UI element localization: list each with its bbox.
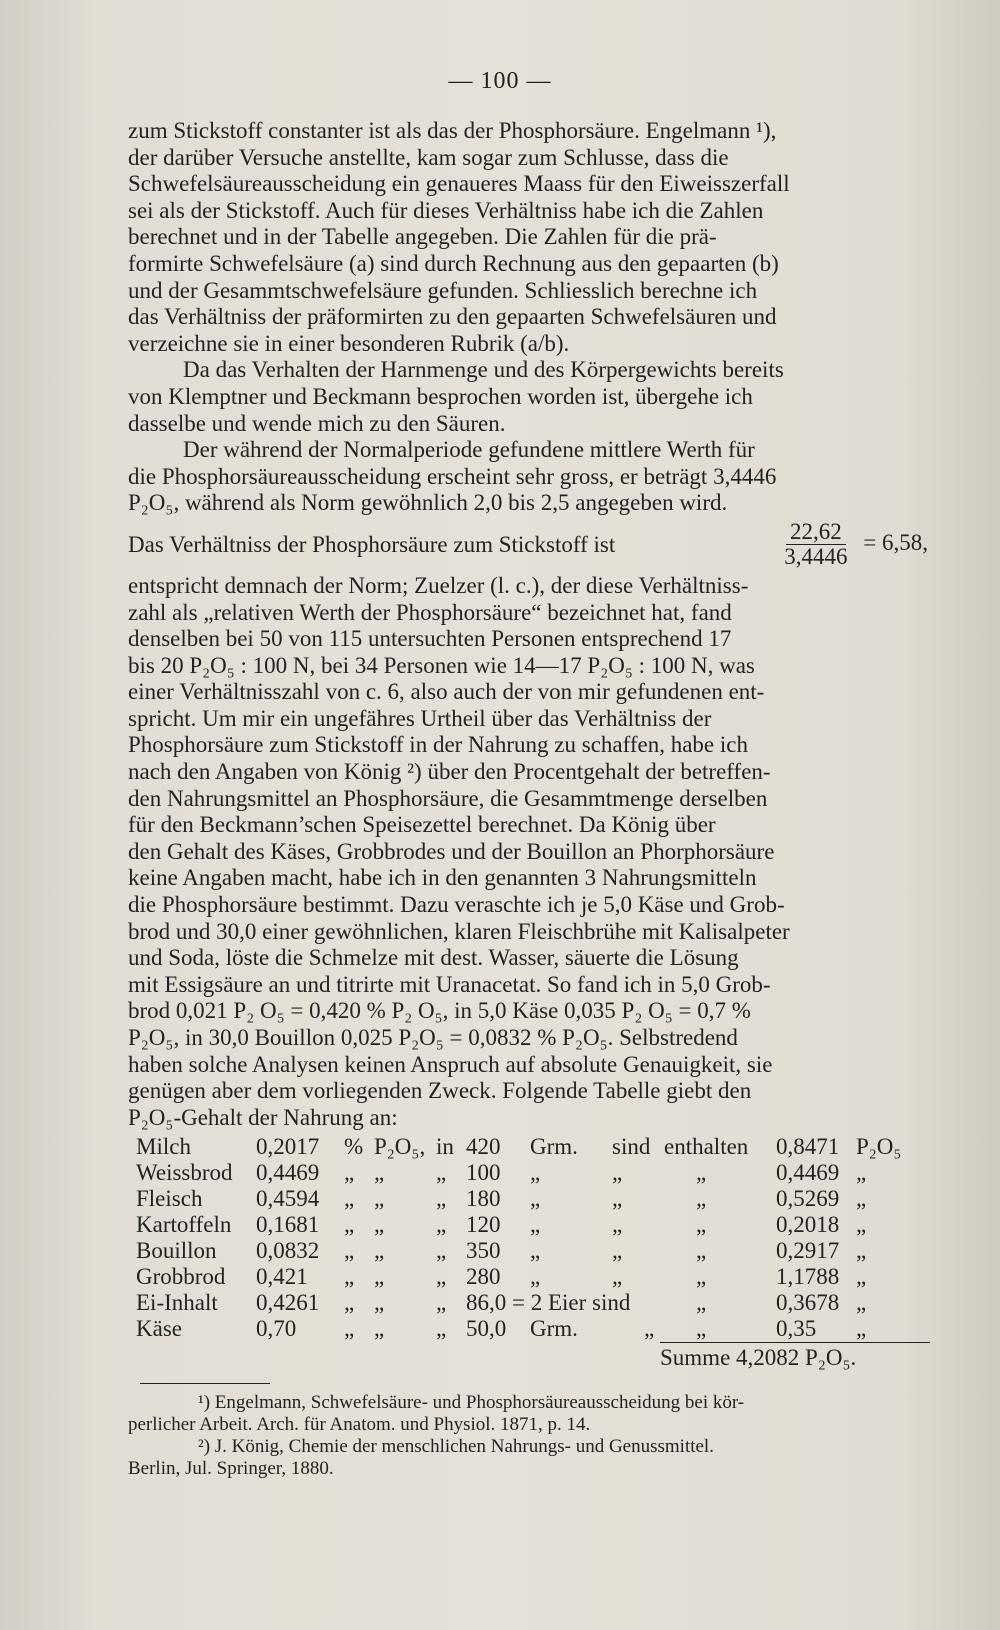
table-cell: „ <box>530 1264 541 1289</box>
table-cell: 0,3678 <box>776 1290 840 1315</box>
table-cell: 180 <box>466 1186 501 1211</box>
table-cell: „ <box>856 1316 867 1341</box>
table-cell: „ <box>436 1186 447 1211</box>
text-line: die Phosphorsäure bestimmt. Dazu veraschte ich je 5,0 Käse und Grob- <box>128 892 785 918</box>
table-row <box>136 1238 936 1264</box>
table-cell: P₂O₅ <box>856 1134 902 1159</box>
table-cell: „ <box>696 1264 707 1289</box>
table-cell: „ <box>374 1160 385 1185</box>
table-cell: „ <box>374 1264 385 1289</box>
text-line: P₂O₅, während als Norm gewöhnlich 2,0 bis 2,5 angegeben wird. <box>128 490 728 516</box>
table-cell: Bouillon <box>136 1238 217 1263</box>
table-cell: „ <box>856 1186 867 1211</box>
table-cell: „ <box>344 1212 355 1237</box>
table-cell: „ <box>344 1238 355 1263</box>
text-line: und der Gesammtschwefelsäure gefunden. Schliesslich berechne ich <box>128 277 758 303</box>
text-line: dasselbe und wende mich zu den Säuren. <box>128 410 506 436</box>
table-cell: 0,8471 <box>776 1134 840 1159</box>
text-line: den Gehalt des Käses, Grobbrodes und der Bouillon an Phorphorsäure <box>128 838 775 864</box>
text-line: für den Beckmann’schen Speisezettel berechnet. Da König über <box>128 812 716 838</box>
table-cell: Weissbrod <box>136 1160 233 1185</box>
text-line: einer Verhältnisszahl von c. 6, also auch der von mir gefundenen ent- <box>128 679 765 705</box>
table-cell: Grm. <box>530 1134 578 1159</box>
text-line: formirte Schwefelsäure (a) sind durch Rechnung aus den gepaarten (b) <box>128 250 779 276</box>
table-row <box>136 1134 936 1160</box>
table-cell: „ <box>856 1238 867 1263</box>
table-cell: 86,0 = 2 Eier sind <box>466 1290 631 1315</box>
text-line: haben solche Analysen keinen Anspruch auf absolute Genauigkeit, sie <box>128 1051 773 1077</box>
text-line: Da das Verhalten der Harnmenge und des Körpergewichts bereits <box>183 357 784 383</box>
footnotes <box>128 1392 928 1480</box>
footnote-line: ¹) Engelmann, Schwefelsäure- und Phosphorsäureausscheidung bei kör- <box>198 1392 745 1413</box>
text-line: Phosphorsäure zum Stickstoff in der Nahrung zu schaffen, habe ich <box>128 732 748 758</box>
table-cell: „ <box>344 1186 355 1211</box>
table-cell: Grobbrod <box>136 1264 226 1289</box>
footnote-line: perlicher Arbeit. Arch. für Anatom. und Physiol. 1871, p. 14. <box>128 1414 591 1435</box>
text-line: spricht. Um mir ein ungefähres Urtheil über das Verhältniss der <box>128 705 712 731</box>
table-cell: Grm. <box>530 1316 578 1341</box>
table-cell: Käse <box>136 1316 182 1341</box>
text-line: der darüber Versuche anstellte, kam sogar zum Schlusse, dass die <box>128 144 729 170</box>
table-cell: 420 <box>466 1134 501 1159</box>
text-line: brod und 30,0 einer gewöhnlichen, klaren Fleischbrühe mit Kalisalpeter <box>128 918 790 944</box>
table-row <box>136 1264 936 1290</box>
table-cell: 0,2917 <box>776 1238 840 1263</box>
footnote-line: Berlin, Jul. Springer, 1880. <box>128 1458 334 1479</box>
table-cell: „ <box>530 1160 541 1185</box>
table-cell: „ <box>856 1160 867 1185</box>
text-line: keine Angaben macht, habe ich in den genannten 3 Nahrungsmitteln <box>128 865 757 891</box>
text-line: und Soda, löste die Schmelze mit dest. Wasser, säuerte die Lösung <box>128 945 739 971</box>
table-row <box>136 1290 936 1316</box>
table-cell: Milch <box>136 1134 191 1159</box>
table-cell: P₂O₅, <box>374 1134 426 1159</box>
table-cell: 120 <box>466 1212 501 1237</box>
table-cell: 0,5269 <box>776 1186 840 1211</box>
table-cell: „ <box>644 1316 655 1341</box>
table-cell: Kartoffeln <box>136 1212 232 1237</box>
table-cell: „ <box>374 1186 385 1211</box>
table-cell: „ <box>436 1160 447 1185</box>
table-cell: 280 <box>466 1264 501 1289</box>
table-cell: „ <box>856 1212 867 1237</box>
table-cell: 0,2018 <box>776 1212 840 1237</box>
table-cell: 0,4261 <box>256 1290 320 1315</box>
fraction-numerator: 22,62 <box>786 520 846 545</box>
text-line: genügen aber dem vorliegenden Zweck. Folgende Tabelle giebt den <box>128 1078 752 1104</box>
table-cell: „ <box>856 1264 867 1289</box>
ratio-formula <box>128 517 928 573</box>
table-cell: 0,4594 <box>256 1186 320 1211</box>
formula-text: Das Verhältniss der Phosphorsäure zum Stickstoff ist <box>128 531 616 557</box>
table-cell: 0,2017 <box>256 1134 320 1159</box>
table-cell: „ <box>530 1186 541 1211</box>
table-cell: „ <box>374 1316 385 1341</box>
table-cell: 50,0 <box>466 1316 507 1341</box>
text-line: entspricht demnach der Norm; Zuelzer (l. c.), der diese Verhältniss- <box>128 572 749 598</box>
text-line: Schwefelsäureausscheidung ein genaueres Maass für den Eiweisszerfall <box>128 171 790 197</box>
table-cell: „ <box>696 1212 707 1237</box>
table-cell: „ <box>436 1290 447 1315</box>
table-cell: „ <box>612 1160 623 1185</box>
text-line: P₂O₅-Gehalt der Nahrung an: <box>128 1104 398 1130</box>
table-cell: „ <box>696 1186 707 1211</box>
table-row <box>136 1160 936 1186</box>
table-cell: enthalten <box>664 1134 749 1159</box>
table-sum: Summe 4,2082 P₂O₅. <box>660 1342 930 1371</box>
table-cell: „ <box>530 1212 541 1237</box>
text-line: denselben bei 50 von 115 untersuchten Personen entsprechend 17 <box>128 626 732 652</box>
table-cell: „ <box>530 1238 541 1263</box>
table-cell: 0,35 <box>776 1316 817 1341</box>
footnote-line: ²) J. König, Chemie der menschlichen Nahrungs- und Genussmittel. <box>198 1436 714 1457</box>
table-cell: sind <box>612 1134 651 1159</box>
table-cell: „ <box>344 1160 355 1185</box>
text-line: von Klemptner und Beckmann besprochen worden ist, übergehe ich <box>128 383 753 409</box>
formula-expression <box>774 520 928 569</box>
table-cell: „ <box>436 1316 447 1341</box>
table-cell: „ <box>612 1212 623 1237</box>
text-line: zum Stickstoff constanter ist als das der Phosphorsäure. Engelmann ¹), <box>128 118 777 143</box>
page-number: — 100 — <box>448 68 552 94</box>
table-cell: „ <box>612 1264 623 1289</box>
table-cell: 0,1681 <box>256 1212 320 1237</box>
table-row <box>136 1186 936 1212</box>
text-line: zahl als „relativen Werth der Phosphorsäure“ bezeichnet hat, fand <box>128 599 732 625</box>
table-cell: Ei-Inhalt <box>136 1290 218 1315</box>
table-cell: „ <box>374 1238 385 1263</box>
table-cell: 0,4469 <box>256 1160 320 1185</box>
table-cell: „ <box>344 1290 355 1315</box>
table-cell: 0,0832 <box>256 1238 320 1263</box>
main-text <box>128 118 928 1131</box>
table-cell: 100 <box>466 1160 501 1185</box>
table-cell: 0,421 <box>256 1264 308 1289</box>
text-line: Der während der Normalperiode gefundene mittlere Werth für <box>183 437 755 463</box>
table-row <box>136 1316 936 1342</box>
table-row <box>136 1212 936 1238</box>
text-line: bis 20 P₂O₅ : 100 N, bei 34 Personen wie 14—17 P₂O₅ : 100 N, was <box>128 652 755 678</box>
table-cell: 1,1788 <box>776 1264 840 1289</box>
table-cell: „ <box>696 1160 707 1185</box>
footnote-divider <box>140 1383 270 1384</box>
table-cell: „ <box>612 1238 623 1263</box>
table-cell: „ <box>374 1212 385 1237</box>
text-line: die Phosphorsäureausscheidung erscheint sehr gross, er beträgt 3,4446 <box>128 463 777 489</box>
text-line: den Nahrungsmittel an Phosphorsäure, die Gesammtmenge derselben <box>128 785 768 811</box>
text-line: P₂O₅, in 30,0 Bouillon 0,025 P₂O₅ = 0,0832 % P₂O₅. Selbstredend <box>128 1025 738 1050</box>
text-line: nach den Angaben von König ²) über den Procentgehalt der betreffen- <box>128 759 771 785</box>
table-cell: „ <box>696 1290 707 1315</box>
table-cell: „ <box>856 1290 867 1315</box>
text-line: mit Essigsäure an und titrirte mit Uranacetat. So fand ich in 5,0 Grob- <box>128 971 771 997</box>
table-cell: 0,4469 <box>776 1160 840 1185</box>
table-cell: „ <box>344 1264 355 1289</box>
table-cell: 0,70 <box>256 1316 297 1341</box>
text-line: das Verhältniss der präformirten zu den gepaarten Schwefelsäuren und <box>128 304 777 330</box>
text-line: sei als der Stickstoff. Auch für dieses Verhältniss habe ich die Zahlen <box>128 197 764 223</box>
nutrition-table <box>136 1134 936 1342</box>
table-cell: % <box>344 1134 364 1159</box>
table-cell: Fleisch <box>136 1186 203 1211</box>
fraction <box>780 520 851 569</box>
text-line: verzeichne sie in einer besonderen Rubrik (a/b). <box>128 330 570 356</box>
table-cell: 350 <box>466 1238 501 1263</box>
text-line: brod 0,021 P₂ O₅ = 0,420 % P₂ O₅, in 5,0 Käse 0,035 P₂ O₅ = 0,7 % <box>128 998 751 1024</box>
table-cell: „ <box>612 1186 623 1211</box>
table-cell: „ <box>436 1238 447 1263</box>
table-cell: „ <box>696 1316 707 1341</box>
table-cell: in <box>436 1134 454 1159</box>
table-cell: „ <box>436 1212 447 1237</box>
table-cell: „ <box>436 1264 447 1289</box>
table-cell: „ <box>696 1238 707 1263</box>
table-cell: „ <box>344 1316 355 1341</box>
table-cell: „ <box>374 1290 385 1315</box>
fraction-denominator: 3,4446 <box>784 544 848 570</box>
text-line: berechnet und in der Tabelle angegeben. Die Zahlen für die prä- <box>128 224 717 250</box>
formula-result: = 6,58, <box>863 530 928 556</box>
